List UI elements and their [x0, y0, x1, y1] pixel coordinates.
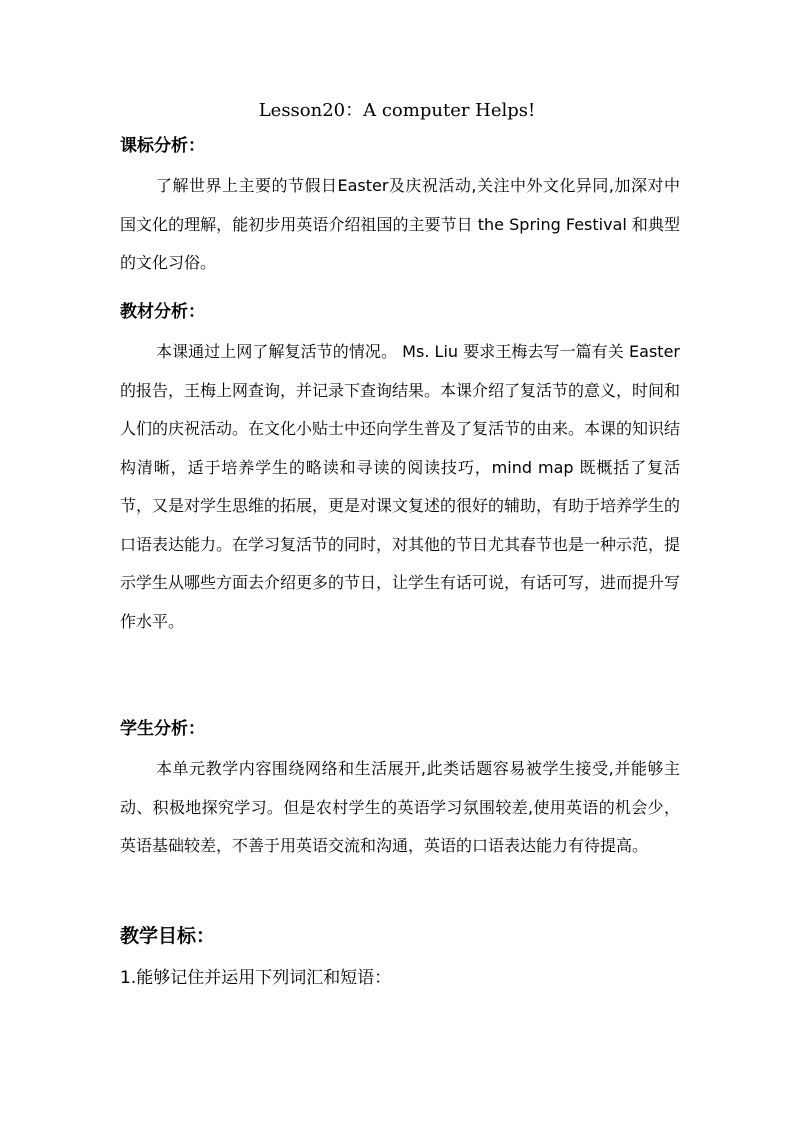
heading-teaching-objectives: 教学目标：	[120, 925, 216, 947]
paragraph-textbook-analysis: 本课通过上网了解复活节的情况。 Ms. Liu 要求王梅去写一篇有关 Easter 的报告，王梅上网查询，并记录下查询结果。本课介绍了复活节的意义，时间和人们的庆祝活动。在文化小贴士中还向学生普及了复活节的由来。本课的知识结构清晰，适于培养学生的略读和寻读的阅读技巧，mind map 既概括了复活节，又是对学生思维的拓展，更是对课文复述的很好的辅助，有助于培养学生的口语表达能力。在学习复活节的同时，对其他的节日尤其春节也是一种示范，提示学生从哪些方面去介绍更多的节日，让学生有话可说，有话可写，进而提升写作水平。	[120, 342, 681, 631]
lesson-title: Lesson20：A computer Helps!	[258, 100, 536, 121]
paragraph-curriculum-analysis: 了解世界上主要的节假日Easter及庆祝活动,关注中外文化异同,加深对中国文化的理解，能初步用英语介绍祖国的主要节日 the Spring Festival 和典型的文化习俗。	[120, 176, 680, 272]
objective-item-1: 1.能够记住并运用下列词汇和短语：	[120, 968, 392, 988]
heading-student-analysis: 学生分析：	[120, 719, 205, 739]
heading-textbook-analysis: 教材分析：	[120, 302, 205, 322]
paragraph-student-analysis: 本单元教学内容围绕网络和生活展开,此类话题容易被学生接受,并能够主动、积极地探究学习。但是农村学生的英语学习氛围较差,使用英语的机会少，英语基础较差，不善于用英语交流和沟通，英语的口语表达能力有待提高。	[120, 759, 680, 855]
heading-curriculum-analysis: 课标分析：	[120, 136, 205, 156]
